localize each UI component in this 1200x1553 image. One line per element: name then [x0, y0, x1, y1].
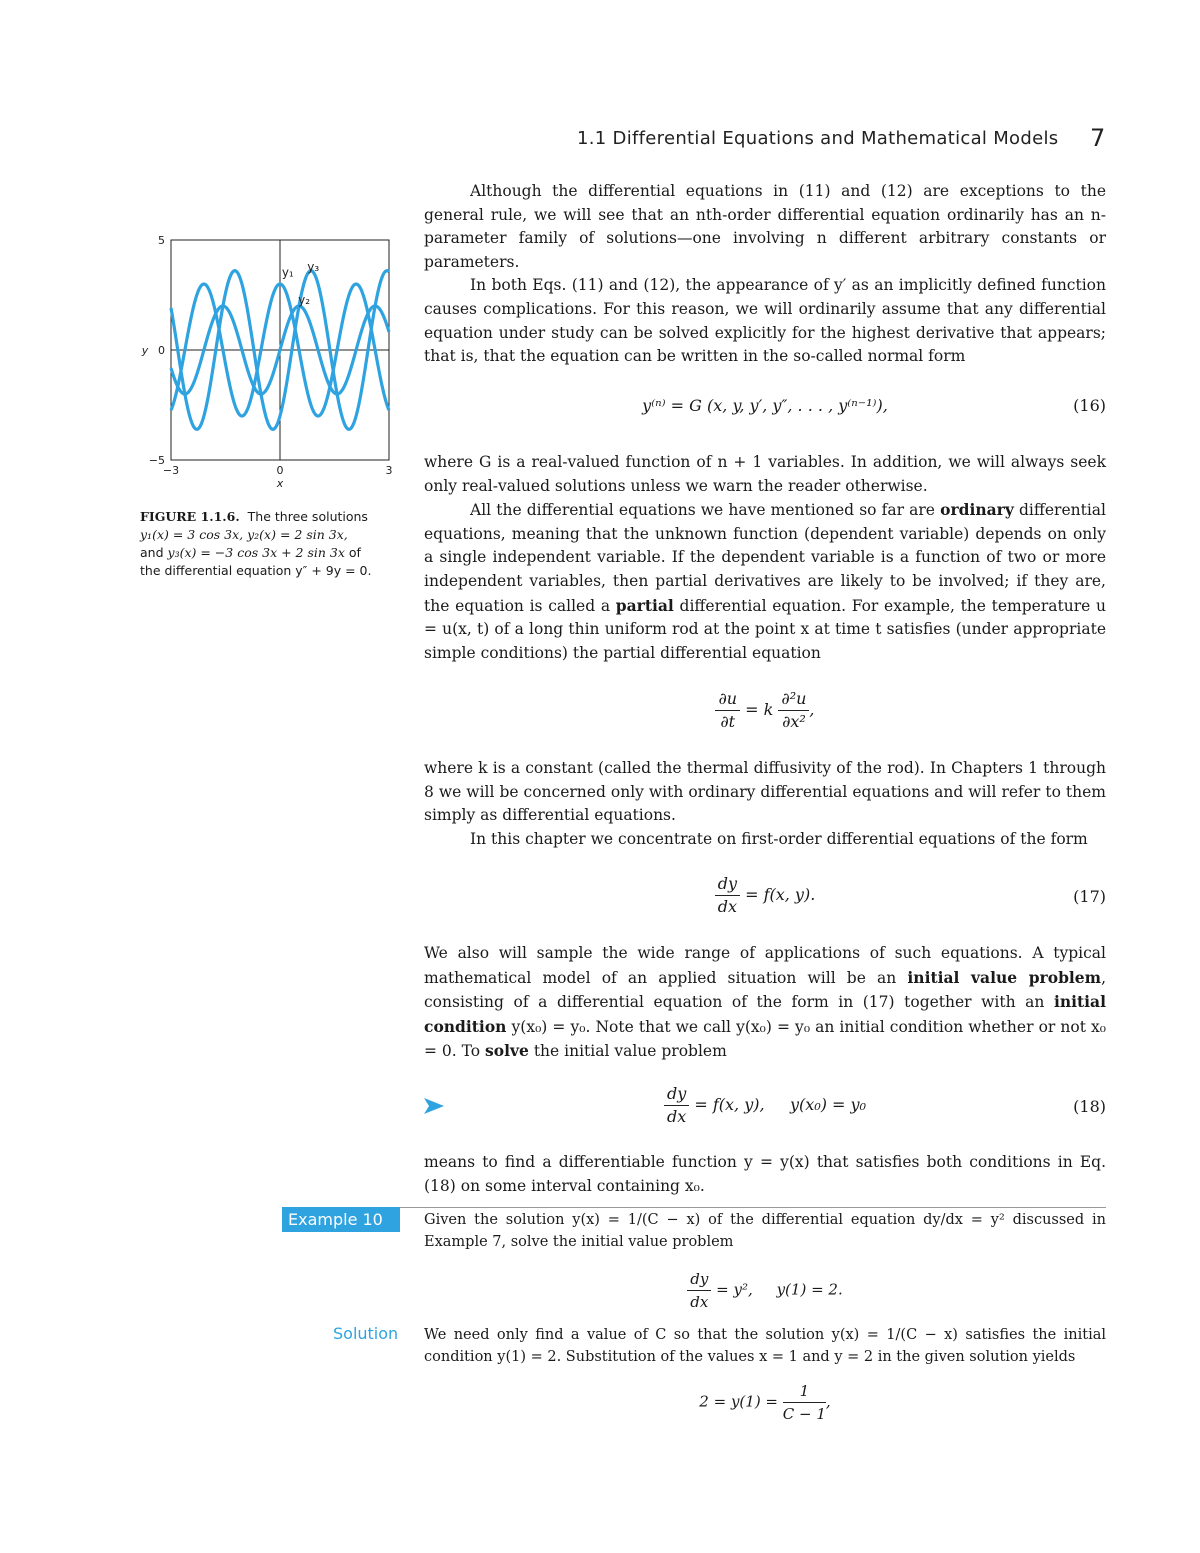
pde-rhs-num: ∂²u — [778, 688, 809, 711]
p4-part-a: All the differential equations we have mentioned so far are — [470, 501, 935, 520]
equation-17-number: (17) — [1073, 887, 1106, 906]
example-equation — [424, 1268, 1106, 1313]
final-lhs: 2 = y(1) = — [699, 1392, 779, 1411]
pde-equation — [424, 688, 1106, 733]
paragraph-2: In both Eqs. (11) and (12), the appearance of y′ as an implicitly defined function causes complications. For this reason, we will ordinarily assume that any differential equation under study can be solved explicitly for the highest derivative that appears; that is, that the equation can be written in the so-called normal form — [424, 276, 1106, 366]
text-block-1 — [424, 180, 1106, 369]
equation-18-number: (18) — [1073, 1097, 1106, 1116]
solutions-chart — [135, 228, 425, 498]
text-block-4 — [424, 942, 1106, 1064]
final-frac — [783, 1380, 826, 1425]
paragraph-4 — [424, 498, 1106, 665]
eq18-den: dx — [666, 1107, 687, 1126]
final-equation — [424, 1380, 1106, 1425]
pde-end: , — [809, 700, 815, 719]
figure-caption — [140, 508, 400, 580]
series-label-3: y₃ — [307, 259, 320, 274]
pde-rhs — [778, 688, 809, 733]
caption-y2: y₂(x) = 2 sin 3x, — [247, 527, 348, 542]
example-rule — [400, 1207, 1106, 1208]
eq17-den: dx — [717, 897, 737, 916]
final-num: 1 — [783, 1380, 826, 1403]
example-eq-rhs: = y², y(1) = 2. — [716, 1280, 843, 1299]
term-ivp: initial value problem — [907, 967, 1102, 987]
final-end: , — [825, 1392, 831, 1411]
example-text: Given the solution y(x) = 1/(C − x) of the differential equation dy/dx = y² discussed in Example 7, solve the initial value problem — [424, 1212, 1106, 1250]
pde-lhs-den: ∂t — [720, 712, 736, 731]
solution-body — [424, 1324, 1106, 1368]
p4-part-b: differential equations, meaning that the unknown function (dependent variable) depends on only a single independent variable. If the dependent variable is a function of two or more independent variables, then partial derivatives are likely to be involved; if they are, the equation is called a — [424, 501, 1106, 615]
p4-part-c: differential equation. For example, the temperature u = u(x, t) of a long thin uniform rod at the point x at time t satisfies (under appropriate simple conditions) the partial differential equation — [424, 596, 1106, 662]
term-solve: solve — [485, 1041, 529, 1061]
solution-label: Solution — [333, 1324, 399, 1343]
y-tick-label: 0 — [158, 344, 165, 357]
eq18-frac — [664, 1083, 689, 1128]
paragraph-8: means to find a differentiable function y = y(x) that satisfies both conditions in Eq. (18) on some interval containing x₀. — [424, 1153, 1106, 1195]
equation-18 — [424, 1083, 1106, 1128]
final-den: C − 1 — [782, 1405, 826, 1423]
text-block-2 — [424, 451, 1106, 665]
p7-part-d: the initial value problem — [533, 1042, 727, 1061]
equation-16-body: y⁽ⁿ⁾ = G (x, y, y′, y″, . . . , y⁽ⁿ⁻¹⁾), — [642, 396, 888, 415]
term-partial: partial — [615, 595, 674, 615]
caption-y1: y₁(x) = 3 cos 3x, — [140, 527, 244, 542]
series-label-1: y₁ — [281, 265, 294, 280]
caption-and: and — [140, 545, 164, 560]
paragraph-6: In this chapter we concentrate on first-order differential equations of the form — [470, 829, 1088, 848]
caption-end: the differential equation y″ + 9y = 0. — [140, 563, 372, 578]
running-header: 1.1 Differential Equations and Mathematical Models — [577, 128, 1059, 149]
solution-text: We need only find a value of C so that the solution y(x) = 1/(C − x) satisfies the initial condition y(1) = 2. Substitution of the values x = 1 and y = 2 in the given solution yields — [424, 1327, 1106, 1365]
paragraph-5: where k is a constant (called the thermal diffusivity of the rod). In Chapters 1 through 8 we will be concerned only with ordinary differential equations and will refer to them simply as differential equations. — [424, 759, 1106, 825]
example-eq-frac — [687, 1268, 711, 1313]
eq17-num: dy — [715, 873, 740, 896]
example-eq-num: dy — [687, 1268, 711, 1291]
example-badge: Example 10 — [282, 1207, 400, 1232]
y-tick-label: 5 — [158, 234, 165, 247]
equation-16 — [424, 396, 1106, 415]
paragraph-1: Although the differential equations in (11) and (12) are exceptions to the general rule, we will see that an nth-order differential equation ordinarily has an n-parameter family of solutions—one involving n different arbitrary constants or parameters. — [424, 182, 1106, 271]
pde-mid: = k — [745, 700, 774, 719]
term-ordinary: ordinary — [940, 500, 1014, 520]
eq18-rhs: = f(x, y), y(x₀) = y₀ — [694, 1095, 866, 1114]
text-block-5 — [424, 1151, 1106, 1198]
x-tick-label: 3 — [385, 464, 393, 477]
x-tick-label: −3 — [162, 464, 180, 477]
pde-rhs-den: ∂x² — [782, 712, 806, 731]
eq18-num: dy — [664, 1083, 689, 1106]
pde-lhs-num: ∂u — [715, 688, 740, 711]
caption-of: of — [348, 545, 361, 560]
example-body — [424, 1209, 1106, 1253]
p7-part-b: , consisting of a differential equation of the form in (17) together with an — [424, 968, 1106, 1012]
caption-y3: y₃(x) = −3 cos 3x + 2 sin 3x — [167, 545, 345, 560]
figure-label: FIGURE 1.1.6. — [140, 509, 240, 524]
caption-intro: The three solutions — [247, 509, 368, 524]
text-block-3 — [424, 757, 1106, 851]
equation-17 — [424, 873, 1106, 918]
series-label-2: y₂ — [298, 292, 311, 307]
example-eq-den: dx — [690, 1293, 709, 1311]
term-initial-condition: initial condition — [424, 992, 1106, 1036]
paragraph-3: where G is a real-valued function of n + 1 variables. In addition, we will always seek only real-valued solutions unless we warn the reader otherwise. — [424, 453, 1106, 495]
equation-16-number: (16) — [1073, 396, 1106, 415]
eq17-rhs: = f(x, y). — [745, 885, 816, 904]
x-axis-label: x — [276, 477, 284, 490]
x-tick-label: 0 — [276, 464, 284, 477]
paragraph-7 — [424, 942, 1106, 1064]
pde-lhs — [715, 688, 740, 733]
eq17-frac — [715, 873, 740, 918]
p7-part-c: y(x₀) = y₀. Note that we call y(x₀) = y₀ an initial condition whether or not x₀ = 0. To — [424, 1017, 1106, 1061]
page-number: 7 — [1090, 124, 1106, 152]
y-axis-label: y — [141, 344, 149, 357]
p7-part-a: We also will sample the wide range of applications of such equations. A typical mathematical model of an applied situation will be an — [424, 944, 1106, 987]
y-tick-label: −5 — [148, 454, 165, 467]
